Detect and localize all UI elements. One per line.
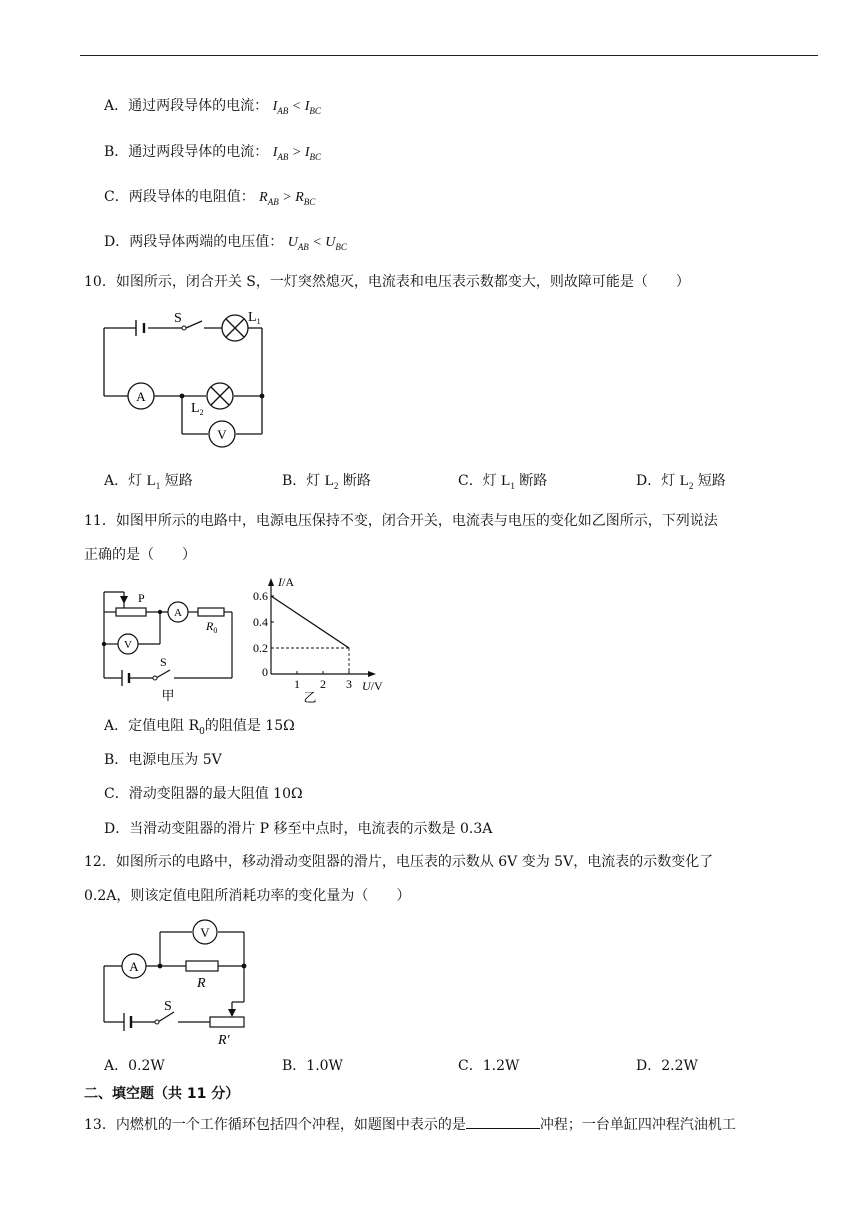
junction-dot: [102, 642, 106, 646]
q11-graph-yi: [242, 574, 392, 710]
q11-option-b: B．电源电压为 5V: [104, 752, 222, 768]
q9-option-d: D．两段导体两端的电压值： $U_{AB} < U_{BC}$: [104, 234, 347, 252]
q11-option-c: C．滑动变阻器的最大阻值 10Ω: [104, 786, 303, 802]
switch-pivot: [153, 676, 157, 680]
junction-dot: [180, 394, 185, 399]
q11-stem-line2: 正确的是（ ）: [84, 547, 196, 563]
junction-dot: [158, 610, 162, 614]
ammeter-symbol: [168, 602, 188, 622]
resistor-r0-label: $R_0$: [206, 619, 218, 635]
q13-stem: 13．内燃机的一个工作循环包括四个冲程，如题图中表示的是 冲程；一台单缸四冲程汽油机工: [84, 1114, 736, 1135]
junction-dot: [158, 964, 163, 969]
q10-circuit-figure: [100, 308, 272, 448]
switch-pivot: [155, 1020, 159, 1024]
y-tick-label: 0.2: [253, 641, 268, 655]
q11-stem-line1: 11．如图甲所示的电路中，电源电压保持不变，闭合开关，电流表与电压的变化如乙图所示，下列说法: [84, 513, 718, 529]
y-tick-label: 0.6: [253, 589, 268, 603]
switch-label: S: [164, 999, 172, 1014]
q12-circuit-figure: [100, 918, 250, 1048]
y-tick-label: 0.4: [253, 615, 268, 629]
voltmeter-symbol: [193, 920, 217, 944]
x-tick-label: 3: [346, 677, 352, 691]
ammeter-symbol: [128, 383, 154, 409]
q10-option-c: C．灯 $L_1$ 断路: [458, 473, 548, 491]
figure-caption-jia: 甲: [161, 688, 175, 703]
svg-text:V: V: [200, 925, 210, 940]
junction-dot: [242, 964, 247, 969]
x-tick-label: 2: [320, 677, 326, 691]
data-series-line: [271, 596, 349, 648]
lamp-l2-label: $L_2$: [191, 401, 204, 417]
battery-symbol: [122, 670, 129, 686]
q12-stem-line1: 12．如图所示的电路中，移动滑动变阻器的滑片，电压表的示数从 6V 变为 5V，电流表的示数变化了: [84, 854, 714, 870]
q10-option-b: B．灯 $L_2$ 断路: [282, 473, 371, 491]
switch-label: S: [174, 311, 182, 326]
y-axis-arrow: [268, 578, 274, 586]
section-heading: 二、填空题（共 11 分）: [84, 1086, 240, 1102]
q10-stem: 10．如图所示，闭合开关 S，一灯突然熄灭，电流表和电压表示数都变大，则故障可能是（ ）: [84, 274, 690, 290]
svg-text:A: A: [136, 389, 146, 404]
y-axis-label: I/A: [278, 575, 294, 589]
q10-option-a: A．灯 $L_1$ 短路: [104, 473, 193, 491]
q11-option-a: A．定值电阻 $R_0$的阻值是 15Ω: [104, 718, 295, 737]
switch-pivot: [182, 326, 186, 330]
origin-label: 0: [262, 665, 268, 679]
x-tick-label: 1: [294, 677, 300, 691]
svg-text:A: A: [129, 959, 139, 974]
junction-dot: [260, 394, 265, 399]
voltmeter-symbol: [118, 634, 138, 654]
lamp-l1-symbol: [222, 315, 248, 341]
q12-option-a: A．0.2W: [104, 1058, 165, 1074]
ammeter-symbol: [122, 954, 146, 978]
battery-symbol: [124, 1013, 131, 1031]
q12-option-d: D．2.2W: [636, 1058, 698, 1074]
slider-arrow: [120, 596, 128, 604]
lamp-l2-symbol: [207, 383, 233, 409]
slider-label: P: [138, 591, 145, 605]
battery-symbol: [136, 320, 144, 336]
svg-text:A: A: [174, 607, 182, 619]
q12-option-b: B．1.0W: [282, 1058, 343, 1074]
q9-option-b: B．通过两段导体的电流： $I_{AB} > I_{BC}$: [104, 144, 322, 162]
x-axis-label: U/V: [362, 679, 383, 693]
q12-option-c: C．1.2W: [458, 1058, 520, 1074]
figure-caption-yi: 乙: [303, 690, 317, 705]
rheostat-slider-arrow: [228, 1009, 236, 1017]
svg-text:V: V: [124, 639, 132, 651]
q12-stem-line2: 0.2A，则该定值电阻所消耗功率的变化量为（ ）: [84, 888, 411, 904]
q10-option-d: D．灯 $L_2$ 短路: [636, 473, 726, 491]
q11-circuit-jia: [98, 586, 238, 704]
voltmeter-symbol: [209, 421, 235, 447]
x-axis-arrow: [368, 671, 376, 677]
lamp-l1-label: $L_1$: [248, 310, 261, 326]
switch-label: S: [160, 655, 167, 669]
resistor-r-label: R: [197, 976, 206, 991]
q11-option-d: D．当滑动变阻器的滑片 P 移至中点时，电流表的示数是 0.3A: [104, 821, 493, 837]
q9-option-a: A．通过两段导体的电流： $I_{AB} < I_{BC}$: [104, 98, 321, 116]
q13-blank[interactable]: [466, 1114, 540, 1129]
svg-text:V: V: [217, 427, 227, 442]
rheostat-label: R′: [218, 1033, 230, 1048]
header-rule: [80, 55, 818, 56]
q9-option-c: C．两段导体的电阻值： $R_{AB} > R_{BC}$: [104, 189, 316, 207]
